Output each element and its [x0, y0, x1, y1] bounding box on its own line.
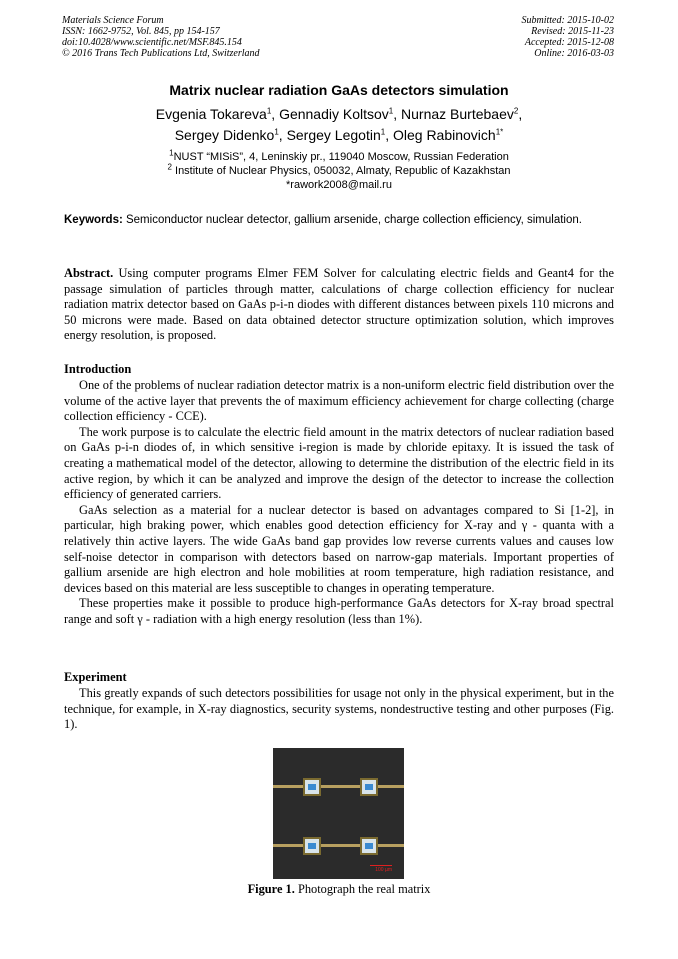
affiliation-1: NUST “MISiS”, 4, Leninskiy pr., 119040 Moscow, Russian Federation [173, 151, 509, 163]
paragraph: GaAs selection as a material for a nuclear detector is based on advantages compared to Si [1-2], in particular, high braking power, which enables good detection efficiency for X-ray and γ - quanta with a relatively thin active layers. The wide GaAs band gap provides low reverse currents values and causes low self-noise detector in comparison with detectors based on narrow-gap materials. Important properties of gallium arsenide are high electron and hole mobilities at room temperature, high radiation resistance, and devices based on this material are less susceptible to changes in operating temperature. [64, 502, 614, 595]
experiment-heading: Experiment [64, 670, 127, 684]
author-name: Gennadiy Koltsov [279, 106, 389, 122]
metal-trace [273, 844, 404, 847]
author-list: Evgenia Tokareva$^1$, Gennadiy Koltsov$^1$, Nurnaz Burtebaev$^2$, Sergey Didenko$^1$, Sergey Legotin$^1$, Oleg Rabinovich$^{1*}$ [155, 106, 523, 143]
experiment-body [64, 686, 614, 733]
keywords-label: Keywords: [64, 214, 123, 226]
date-accepted: Accepted: 2015-12-08 [524, 37, 614, 48]
author-name: Oleg Rabinovich [392, 127, 496, 143]
introduction-heading: Introduction [64, 362, 132, 376]
author-name: Nurnaz Burtebaev [401, 106, 514, 122]
abstract-text: Using computer programs Elmer FEM Solver for calculating electric fields and Geant4 for the passage simulation of particles through matter, calculations of charge collection efficiency for nuclear radiation matrix detector based on GaAs p-i-n diodes with different distances between pixels 110 microns and 50 microns were made. Based on data obtained detector structure optimization solution, which improves energy resolution, is proposed. [64, 266, 614, 343]
author-name: Sergey Didenko [174, 127, 275, 143]
affiliations [0, 150, 678, 192]
paragraph: One of the problems of nuclear radiation detector matrix is a non-uniform electric field distribution over the volume of the active layer that prevents the of maximum efficiency achievement for charge collecting (charge collection efficiency - CCE). [64, 378, 614, 424]
author-affil-sup: 2 [513, 106, 519, 116]
publication-dates [522, 15, 615, 59]
paper-title: Matrix nuclear radiation GaAs detectors simulation [169, 82, 509, 98]
paragraph: This greatly expands of such detectors possibilities for usage not only in the physical experiment, but in the technique, for example, in X-ray diagnostics, security systems, nondestructive testing and other purposes (Fig. 1). [64, 686, 614, 732]
paragraph: These properties make it possible to produce high-performance GaAs detectors for X-ray broad spectral range and soft γ - radiation with a high energy resolution (less than 1%). [64, 596, 614, 626]
date-revised: Revised: 2015-11-23 [531, 26, 614, 37]
author-affil-sup: 1 [380, 127, 386, 137]
author-affil-sup: 1 [388, 106, 394, 116]
author-name: Sergey Legotin [286, 127, 381, 143]
matrix-photograph [273, 748, 404, 879]
caption-label: Figure 1. [247, 882, 295, 896]
author-affil-sup: 1 [274, 127, 279, 137]
figure-caption [0, 882, 678, 897]
pixel-pad [303, 778, 321, 796]
journal-info [62, 15, 260, 59]
journal-copyright: © 2016 Trans Tech Publications Ltd, Switzerland [62, 48, 260, 59]
affil-sup: 2 [167, 162, 172, 172]
scale-label: 100 µm [375, 867, 392, 873]
pixel-pad [303, 837, 321, 855]
paragraph: The work purpose is to calculate the electric field amount in the matrix detectors of nuclear radiation based on GaAs p-i-n diodes of, in which sensitive i-region is made by chloride epitaxy. It is issued the task of creating a mathematical model of the detector, allowing to determine the distribution of the electric field in its active region, by which it can be analyzed and improve the design of the detector to increase the collection efficiency of generated carriers. [64, 424, 614, 502]
affiliation-2: Institute of Nuclear Physics, 050032, Almaty, Republic of Kazakhstan [171, 165, 511, 177]
keywords [64, 213, 614, 228]
corresponding-email: *rawork2008@mail.ru [286, 179, 392, 191]
date-submitted: Submitted: 2015-10-02 [521, 15, 614, 26]
author-affil-sup: 1 [266, 106, 272, 116]
journal-name: Materials Science Forum [62, 15, 164, 26]
affil-sup: 1 [169, 148, 174, 158]
keywords-text: Semiconductor nuclear detector, gallium arsenide, charge collection efficiency, simulation. [122, 214, 582, 226]
journal-issn: ISSN: 1662-9752, Vol. 845, pp 154-157 [62, 26, 220, 37]
introduction-body [64, 378, 614, 628]
abstract-label: Abstract. [64, 266, 114, 280]
scale-bar [370, 865, 392, 866]
journal-doi: doi:10.4028/www.scientific.net/MSF.845.154 [62, 37, 242, 48]
abstract [64, 266, 614, 344]
author-affil-sup: 1* [495, 127, 504, 137]
pixel-pad [360, 778, 378, 796]
pixel-pad [360, 837, 378, 855]
author-name: Evgenia Tokareva [155, 106, 267, 122]
caption-text: Photograph the real matrix [294, 882, 431, 896]
metal-trace [273, 785, 404, 788]
date-online: Online: 2016-03-03 [534, 48, 614, 59]
